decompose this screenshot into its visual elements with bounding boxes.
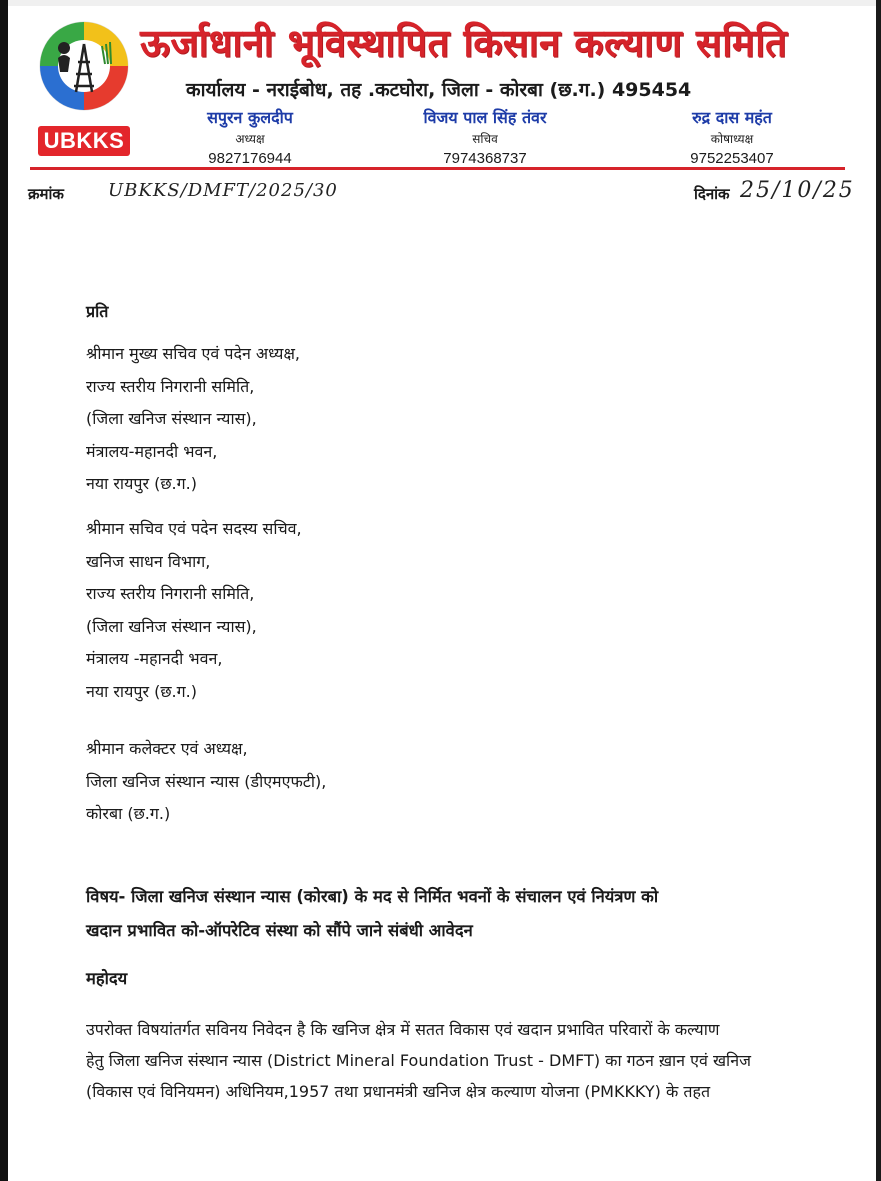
officer-title: अध्यक्ष [235,132,265,146]
recipient-block-1 [86,338,300,501]
address-line: मंत्रालय -महानदी भवन, [86,649,223,668]
address-line: कोरबा (छ.ग.) [86,804,171,823]
body-line: हेतु जिला खनिज संस्थान न्यास (District Mineral Foundation Trust - DMFT) का गठन ख़ान एवं खनिज [86,1051,751,1070]
address-line: खनिज साधन विभाग, [86,551,211,571]
page-left-edge [0,0,8,1181]
salutation: महोदय [86,969,128,988]
recipient-block-2 [86,513,302,708]
organization-name: ऊर्जाधानी भूविस्थापित किसान कल्याण समिति [140,21,788,65]
officer-name: रुद्र दास महंत [692,108,772,127]
address-line: राज्य स्तरीय निगरानी समिति, [86,584,255,603]
date-label: दिनांक [694,185,730,203]
officer-name: विजय पाल सिंह तंवर [423,108,547,127]
letterhead-divider [30,167,845,170]
page-right-edge [876,0,881,1181]
body-line: उपरोक्त विषयांतर्गत सविनय निवेदन है कि खनिज क्षेत्र में सतत विकास एवं खदान प्रभावित परिवारों के कल्याण [86,1020,720,1039]
officer-phone: 9827176944 [208,150,292,167]
body-line: (विकास एवं विनियमन) अधिनियम,1957 तथा प्रधानमंत्री खनिज क्षेत्र कल्याण योजना (PMKKKY) के तहत [86,1082,711,1101]
officer-secretary [400,106,570,167]
officer-president [190,106,310,167]
letter-body [86,1014,831,1107]
officer-name: सपुरन कुलदीप [207,108,293,127]
organization-logo [36,14,132,153]
address-line: श्रीमान कलेक्टर एवं अध्यक्ष, [86,739,248,758]
address-line: (जिला खनिज संस्थान न्यास), [86,409,257,428]
officer-phone: 9752253407 [690,150,774,167]
logo-acronym: UBKKS [38,126,130,156]
address-line: जिला खनिज संस्थान न्यास (डीएमएफटी), [86,771,327,791]
organization-address: कार्यालय - नराईबोध, तह .कटघोरा, जिला - कोरबा (छ.ग.) 495454 [186,79,692,101]
date-value: 25/10/25 [740,178,855,203]
address-line: मंत्रालय-महानदी भवन, [86,441,218,461]
subject-line-2: खदान प्रभावित को-ऑपरेटिव संस्था को सौंपे जाने संबंधी आवेदन [86,921,473,940]
subject-line-1: विषय- जिला खनिज संस्थान न्यास (कोरबा) के मद से निर्मित भवनों के संचालन एवं नियंत्रण को [86,887,659,906]
reference-row [28,178,858,212]
address-line: नया रायपुर (छ.ग.) [86,474,197,493]
address-line: नया रायपुर (छ.ग.) [86,681,197,701]
officer-title: सचिव [472,132,498,146]
officer-phone: 7974368737 [443,150,527,167]
officer-treasurer [672,106,792,167]
reference-number: UBKKS/DMFT/2025/30 [108,180,338,201]
to-label: प्रति [86,302,109,321]
address-line: श्रीमान सचिव एवं पदेन सदस्य सचिव, [86,519,302,538]
page-top-edge [0,0,881,6]
address-line: राज्य स्तरीय निगरानी समिति, [86,376,255,396]
recipient-block-3 [86,733,326,831]
reference-label: क्रमांक [28,185,64,203]
logo-emblem-icon [36,14,132,118]
address-line: श्रीमान मुख्य सचिव एवं पदेन अध्यक्ष, [86,344,301,363]
address-line: (जिला खनिज संस्थान न्यास), [86,616,257,636]
officer-title: कोषाध्यक्ष [710,132,754,146]
subject-line [86,880,806,948]
